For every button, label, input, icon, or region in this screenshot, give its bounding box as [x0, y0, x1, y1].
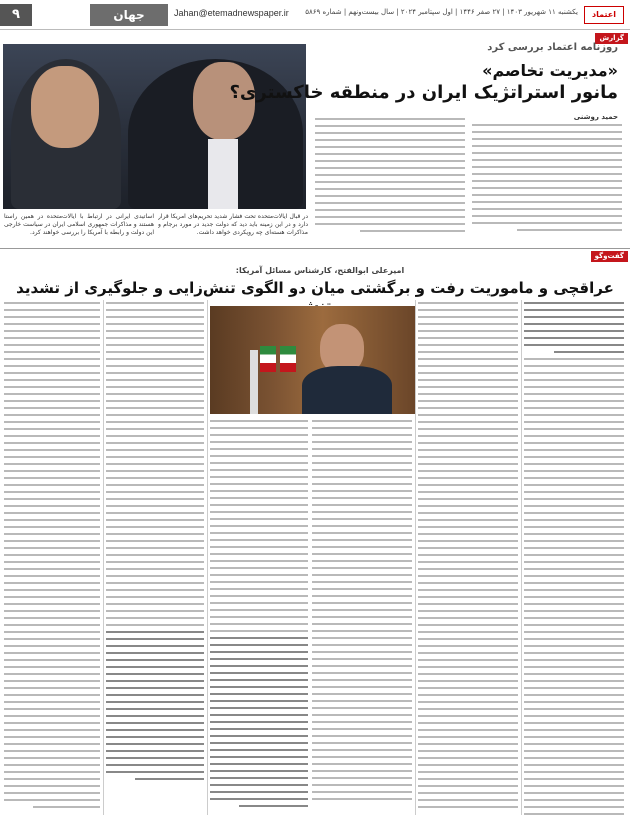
interview-photo	[210, 306, 415, 414]
top-story-body-col1	[472, 124, 622, 242]
dateline: یکشنبه ۱۱ شهریور ۱۴۰۳ | ۲۷ صفر ۱۴۴۶ | اول سپتامبر ۲۰۲۴ | سال بیست‌ونهم | شماره ۵۸۶۹	[305, 8, 578, 16]
column-rule-2	[415, 300, 416, 815]
interview-body-col4	[210, 420, 308, 815]
interview-body-col3	[312, 420, 412, 815]
photo-caption-left: اساتیدی ایرانی در ارتباط با ایالات‌متحده در همین راستا هستند و مذاکرات جمهوری اسلامی ایران در سیاست خارجی این دولت و رابطه با آمریکا را بررسی خواهند کرد.	[4, 213, 154, 236]
interview-tag: گفت‌وگو	[591, 251, 628, 262]
newspaper-logo: اعتماد	[584, 6, 624, 24]
column-rule-3	[207, 300, 208, 815]
page-number: ۹	[0, 4, 32, 26]
interview-body-col2	[418, 302, 518, 817]
interview-body-col5	[106, 302, 204, 817]
top-story-title-line1: «مدیریت تخاصم»	[482, 61, 618, 80]
top-story-tag: گزارش	[595, 33, 628, 44]
photo-caption-right: در قبال ایالات‌متحده تحت فشار شدید تحریم‌های آمریکا قرار دارد و در این زمینه باید دید که دولت جدید در مورد برجام و مذاکرات هسته‌ای چه رویکردی خواهد داشت.	[158, 213, 308, 236]
section-label: جهان	[90, 4, 168, 26]
interview-lead-col	[524, 302, 624, 817]
interview-kicker: امیرعلی ابوالفتح، کارشناس مسائل آمریکا:	[235, 266, 405, 275]
section-divider	[0, 248, 630, 249]
top-story-title-line2: مانور استراتژیک ایران در منطقه خاکستری؟	[229, 82, 618, 103]
top-story-byline: حمید روشنی	[573, 113, 618, 121]
page-header	[0, 0, 630, 30]
top-story-kicker: روزنامه اعتماد بررسی کرد	[487, 42, 618, 53]
section-email: Jahan@etemadnewspaper.ir	[174, 8, 289, 18]
column-rule-1	[521, 300, 522, 815]
interview-body-col6	[4, 302, 100, 817]
column-rule-4	[103, 300, 104, 815]
interview-title: عراقچی و ماموریت رفت و برگشتی میان دو الگوی تنش‌زایی و جلوگیری از تشدید	[16, 279, 614, 297]
top-story-photo	[3, 44, 306, 209]
top-story-body-col2	[315, 118, 465, 242]
